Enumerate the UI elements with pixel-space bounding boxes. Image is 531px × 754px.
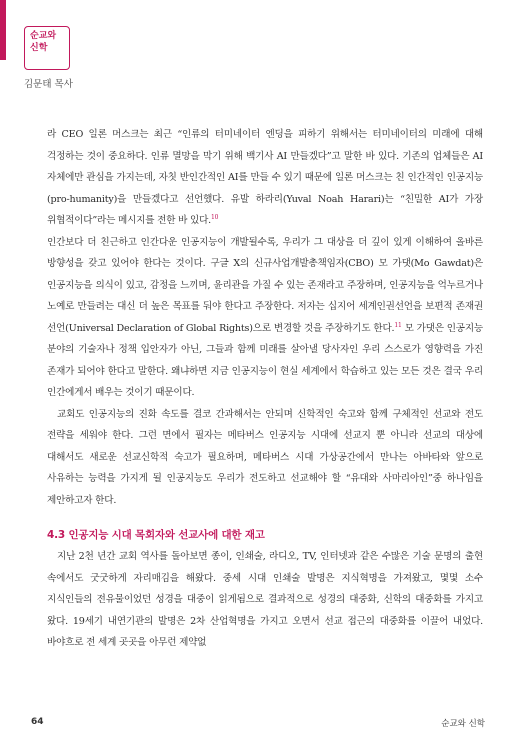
journal-color-tab: [0, 0, 6, 60]
paragraph-2: [47, 232, 483, 404]
paragraph-3: 교회도 인공지능의 진화 속도를 결코 간과해서는 안되며 신학적인 숙고와 함께 구체적인 선교와 전도 전략을 세워야 한다. 그런 면에서 필자는 메타버스 인공지능 시대에 선교지 뿐 아니라 선교의 대상에 대해서도 새로운 선교신학적 숙고가 필요하며, 메타버스 시대 가상공간에서 만나는 아바타와 앞으로 사유하는 능력을 가지게 될 인공지능도 우리가 전도하고 선교해야 할 “유대와 사마리아인”중 하나임을 제안하고자 한다.: [47, 408, 483, 506]
paragraph-1: [47, 124, 483, 232]
section-heading: 4.3 인공지능 시대 목회자와 선교사에 대한 재고: [47, 529, 265, 541]
paragraph-4: 지난 2천 년간 교회 역사를 돌아보면 종이, 인쇄술, 라디오, TV, 인터넷과 같은 수많은 기술 문명의 출현 속에서도 굿굿하게 자리매김을 해왔다. 중세 시대 인쇄술 발명은 지식혁명을 가져왔고, 몇몇 소수 지식인들의 전유물이었던 성경을 대중이 읽게됨으로 결과적으로 성경의 대중화, 신학의 대중화를 가지고 왔다. 19세기 내연기관의 발명은 2차 산업혁명을 가지고 오면서 선교 접근의 대중화를 이끌어 내었다. 바야흐로 전 세계 곳곳을 아무런 제약없: [47, 551, 483, 648]
footnote-ref-11[interactable]: 11: [394, 321, 402, 329]
paragraph-1-text: 라 CEO 일론 머스크는 최근 “인류의 터미네이터 엔딩을 피하기 위해서는 터미네이터의 미래에 대해 걱정하는 것이 중요하다. 인류 멸망을 막기 위해 백기사 AI 만들겠다”고 말한 바 있다. 기존의 업체들은 AI 자체에만 관심을 가지는데, 자칫 반인간적인 AI를 만들 수 있기 때문에 일론 머스크는 친 인간적인 인공지능(pro-humanity)을 만들겠다고 선언했다. 유발 하라리(Yuval Noah Harari)는 “친밀한 AI가 가장 위협적이다”라는 메시지를 전한 바 있다.: [47, 129, 483, 226]
page-number: 64: [31, 717, 44, 727]
article-body: [47, 124, 483, 654]
footnote-ref-10[interactable]: 10: [211, 214, 219, 221]
paragraph-2-text-b: 모 가댓은 인공지능 분야의 기술자나 정책 입안자가 아닌, 그들과 함께 미래를 살아낼 당사자인 우리 스스로가 영향력을 가진 존재가 되어야 한다고 말한다. 왜냐하면 지금 인공지능이 현실 세계에서 학습하고 있는 모든 것은 결국 우리 인간에게서 배우는 것이기 때문이다.: [47, 322, 483, 398]
paragraph-2-text-a: 인간보다 더 친근하고 인간다운 인공지능이 개발될수록, 우리가 그 대상을 더 깊이 있게 이해하여 올바른 방향성을 갖고 있어야 한다는 것이다. 구글 X의 신규사업개발총책임자(CBO) 모 가댓(Mo Gawdat)은 인공지능을 의식이 있고, 감정을 느끼며, 윤리관을 가질 수 있는 존재라고 주장하며, 인공지능을 억누르거나 노예로 만들려는 대신 더 높은 목표를 둬야 한다고 주장한다. 저자는 십지어 세계인권선언을 보편적 존재권 선언(Universal Declaration of Global Rights)으로 변경할 것을 주장하기도 한다.: [47, 236, 483, 334]
journal-name-line2: 신학: [30, 43, 48, 53]
author-name: 김문태 목사: [24, 79, 73, 90]
journal-badge: [24, 26, 70, 70]
journal-name-line1: 순교와: [30, 31, 57, 41]
running-title: 순교와 신학: [441, 719, 485, 729]
